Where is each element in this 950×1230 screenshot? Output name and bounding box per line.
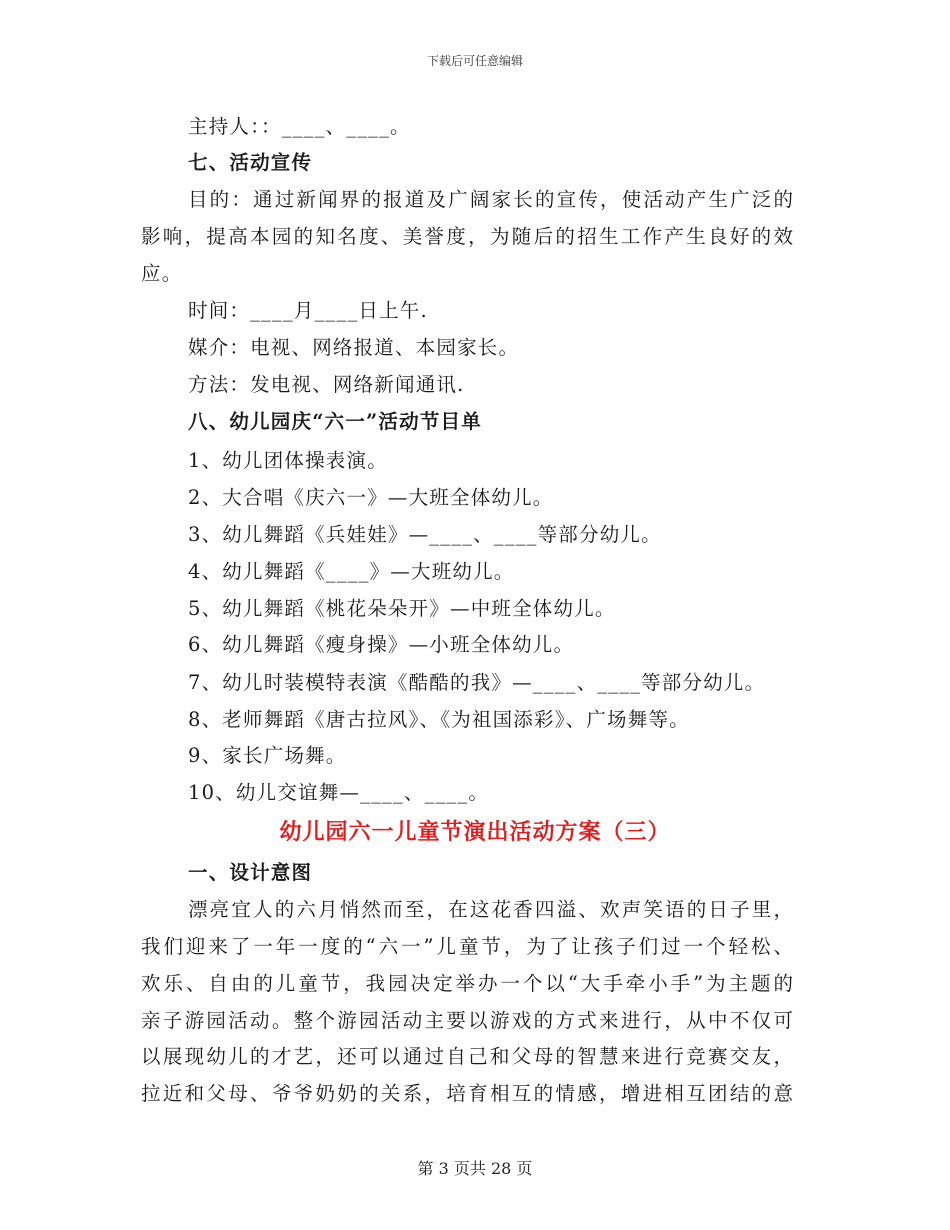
page-footer: 第 3 页共 28 页 — [417, 1159, 533, 1178]
intent-para-line: 我们迎来了一年一度的“六一”儿童节，为了让孩子们过一个轻松、 — [141, 935, 793, 958]
program-item: 5、幼儿舞蹈《桃花朵朵开》—中班全体幼儿。 — [188, 597, 616, 620]
method-line: 方法：发电视、网络新闻通讯. — [188, 373, 465, 396]
program-item: 2、大合唱《庆六一》—大班全体幼儿。 — [188, 486, 554, 509]
program-item: 10、幼儿交谊舞—____、____。 — [188, 781, 490, 804]
purpose-line-1: 目的：通过新闻界的报道及广阔家长的宣传，使活动产生广泛的 — [188, 188, 793, 211]
program-item: 6、幼儿舞蹈《瘦身操》—小班全体幼儿。 — [188, 633, 575, 656]
section-8-title: 八、幼儿园庆“六一”活动节目单 — [188, 410, 482, 433]
section-7-title: 七、活动宣传 — [188, 151, 313, 174]
program-item: 1、幼儿团体操表演。 — [188, 449, 388, 472]
host-line: 主持人：：____、____。 — [188, 115, 411, 138]
program-item: 8、老师舞蹈《唐古拉风》、《为祖国添彩》、广场舞等。 — [188, 708, 690, 731]
media-line: 媒介：电视、网络报道、本园家长。 — [188, 336, 520, 359]
purpose-line-2: 影响，提高本园的知名度、美誉度，为随后的招生工作产生良好的效 — [141, 225, 793, 248]
program-item: 4、幼儿舞蹈《____》—大班幼儿。 — [188, 560, 515, 583]
time-line: 时间：____月____日上午. — [188, 299, 428, 322]
plan-3-title: 幼儿园六一儿童节演出活动方案（三） — [279, 819, 671, 845]
intent-para-line: 拉近和父母、爷爷奶奶的关系，培育相互的情感，增进相互团结的意 — [141, 1082, 793, 1105]
purpose-line-3: 应。 — [141, 262, 183, 285]
program-item: 9、家长广场舞。 — [188, 744, 347, 767]
page-header: 下载后可任意编辑 — [426, 54, 523, 68]
intent-para-line: 漂亮宜人的六月悄然而至，在这花香四溢、欢声笑语的日子里， — [188, 898, 793, 921]
intent-para-line: 亲子游园活动。整个游园活动主要以游戏的方式来进行，从中不仅可 — [141, 1009, 793, 1032]
program-item: 7、幼儿时装模特表演《酷酷的我》—____、____等部分幼儿。 — [188, 671, 766, 694]
program-item: 3、幼儿舞蹈《兵娃娃》—____、____等部分幼儿。 — [188, 523, 662, 546]
section-1-title: 一、设计意图 — [188, 861, 313, 884]
intent-para-line: 欢乐、自由的儿童节，我园决定举办一个以“大手牵小手”为主题的 — [141, 972, 793, 995]
intent-para-line: 以展现幼儿的才艺，还可以通过自己和父母的智慧来进行竞赛交友， — [141, 1045, 793, 1068]
